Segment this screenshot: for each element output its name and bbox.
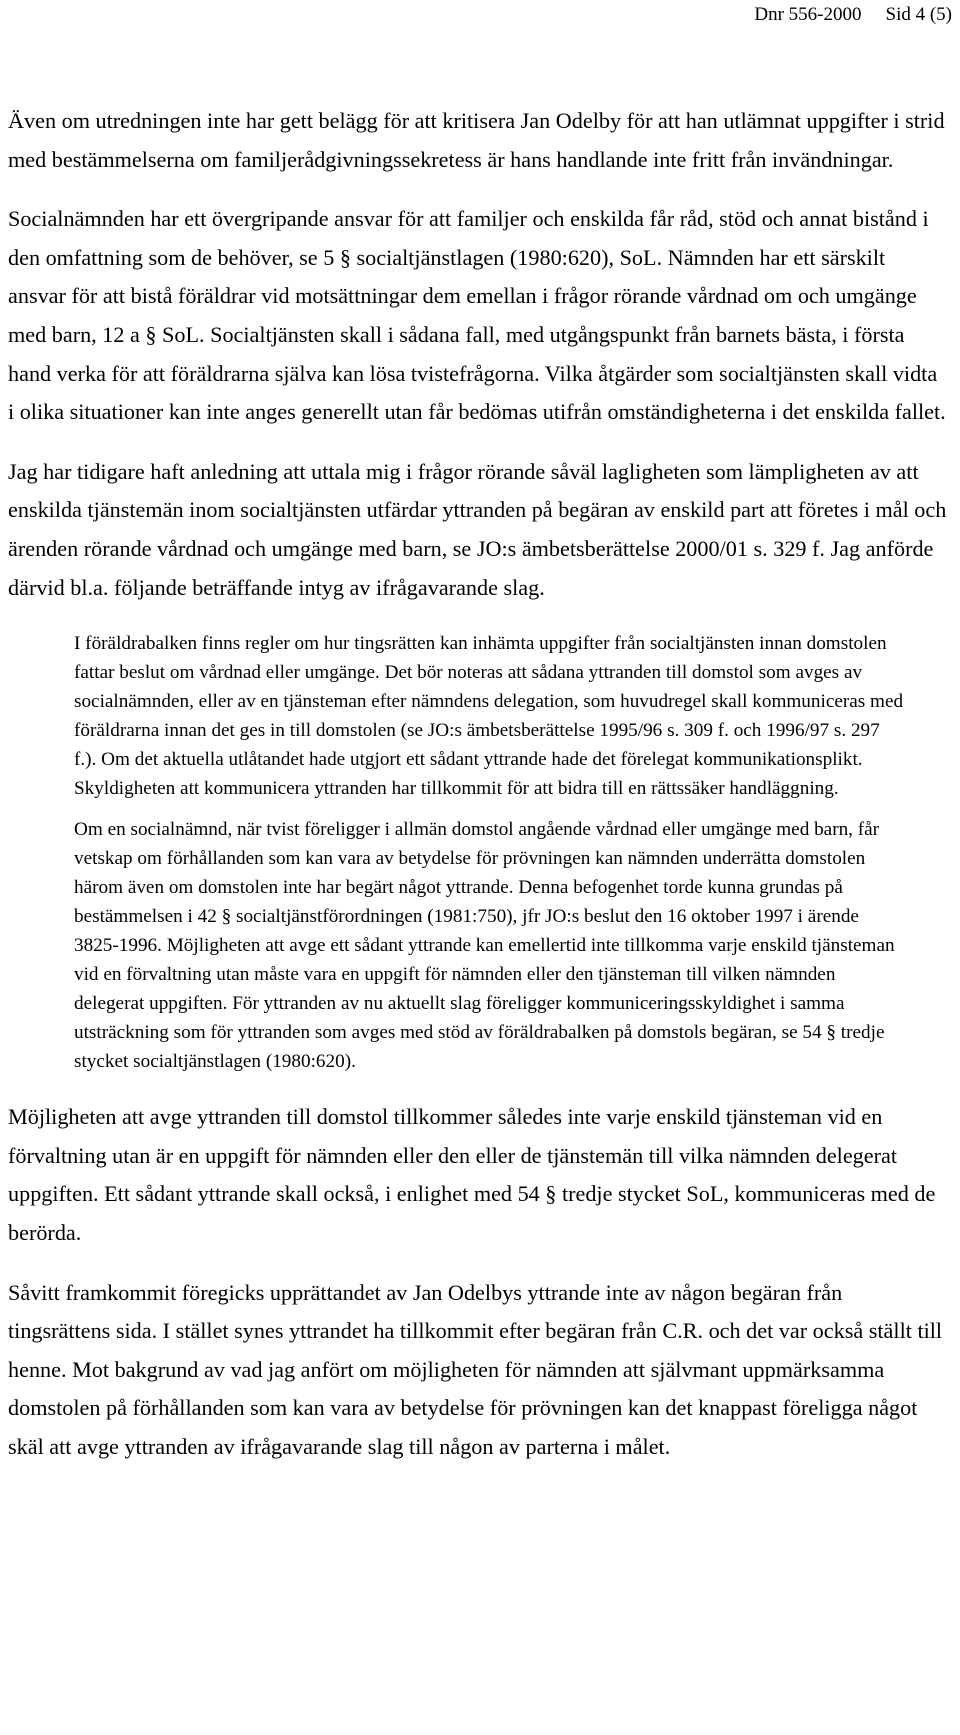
quote-paragraph-2: Om en socialnämnd, när tvist föreligger i allmän domstol angående vårdnad eller umgänge med barn, får vetskap om förhållanden som kan vara av betydelse för prövningen kan nämnden underrätta domstolen härom även om domstolen inte har begärt något yttrande. Denna befogenhet torde kunna grundas på bestämmelsen i 42 § socialtjänstförordningen (1981:750), jfr JO:s beslut den 16 oktober 1997 i ärende 3825-1996. Möjligheten att avge ett sådant yttrande kan emellertid inte tillkomma varje enskild tjänsteman vid en förvaltning utan måste vara en uppgift för nämnden eller den tjänsteman till vilken nämnden delegerat uppgiften. För yttranden av nu aktuellt slag föreligger kommuniceringsskyldighet i samma utsträckning som för yttranden som avges med stöd av föräldrabalken på domstols begäran, se 54 § tredje stycket socialtjänstlagen (1980:620). [74, 819, 895, 1073]
page-number: Sid 4 (5) [885, 4, 952, 25]
block-quote [74, 629, 904, 1076]
quote-paragraph-1: I föräldrabalken finns regler om hur tingsrätten kan inhämta uppgifter från socialtjänsten innan domstolen fattar beslut om vårdnad eller umgänge. Det bör noteras att sådana yttranden till domstol som avges av socialnämnden, eller av en tjänsteman efter nämndens delegation, som huvudregel skall kommuniceras med föräldrarna innan det ges in till domstolen (se JO:s ämbetsberättelse 1995/96 s. 309 f. och 1996/97 s. 297 f.). Om det aktuella utlåtandet hade utgjort ett sådant yttrande hade det förelegat kommunikationsplikt. Skyldigheten att kommunicera yttranden har tillkommit för att bidra till en rättssäker handläggning. [74, 633, 904, 800]
body-paragraph-2: Socialnämnden har ett övergripande ansvar för att familjer och enskilda får råd, stöd och annat bistånd i den omfattning som de behöver, se 5 § socialtjänstlagen (1980:620), SoL. Nämnden har ett särskilt ansvar för att bistå föräldrar vid motsättningar dem emellan i frågor rörande vårdnad om och umgänge med barn, 12 a § SoL. Socialtjänsten skall i sådana fall, med utgångspunkt från barnets bästa, i första hand verka för att föräldrarna själva kan lösa tvistefrågorna. Vilka åtgärder som socialtjänsten skall vidta i olika situationer kan inte anges generellt utan får bedömas utifrån omständigheterna i det enskilda fallet. [8, 206, 946, 425]
body-paragraph-4: Möjligheten att avge yttranden till domstol tillkommer således inte varje enskild tjänsteman vid en förvaltning utan är en uppgift för nämnden eller den eller de tjänstemän till vilka nämnden delegerat uppgiften. Ett sådant yttrande skall också, i enlighet med 54 § tredje stycket SoL, kommuniceras med de berörda. [8, 1104, 936, 1245]
body-paragraph-1: Även om utredningen inte har gett belägg för att kritisera Jan Odelby för att han utlämnat uppgifter i strid med bestämmelserna om familjerådgivningssekretess är hans handlande inte fritt från invändningar. [8, 108, 945, 172]
document-body [8, 102, 948, 1466]
body-paragraph-5: Såvitt framkommit föregicks upprättandet av Jan Odelbys yttrande inte av någon begäran från tingsrättens sida. I stället synes yttrandet ha tillkommit efter begäran från C.R. och det var också ställt till henne. Mot bakgrund av vad jag anfört om möjligheten för nämnden att självmant uppmärksamma domstolen på förhållanden som kan vara av betydelse för prövningen kan det knappast föreligga något skäl att avge yttranden av ifrågavarande slag till någon av parterna i målet. [8, 1279, 943, 1459]
body-paragraph-3: Jag har tidigare haft anledning att uttala mig i frågor rörande såväl lagligheten som lämpligheten av att enskilda tjänstemän inom socialtjänsten utfärdar yttranden på begäran av enskild part att företes i mål och ärenden rörande vårdnad och umgänge med barn, se JO:s ämbetsberättelse 2000/01 s. 329 f. Jag anförde därvid bl.a. följande beträffande intyg av ifrågavarande slag. [8, 458, 947, 600]
document-reference: Dnr 556-2000 [754, 4, 862, 25]
page-header [754, 4, 952, 26]
